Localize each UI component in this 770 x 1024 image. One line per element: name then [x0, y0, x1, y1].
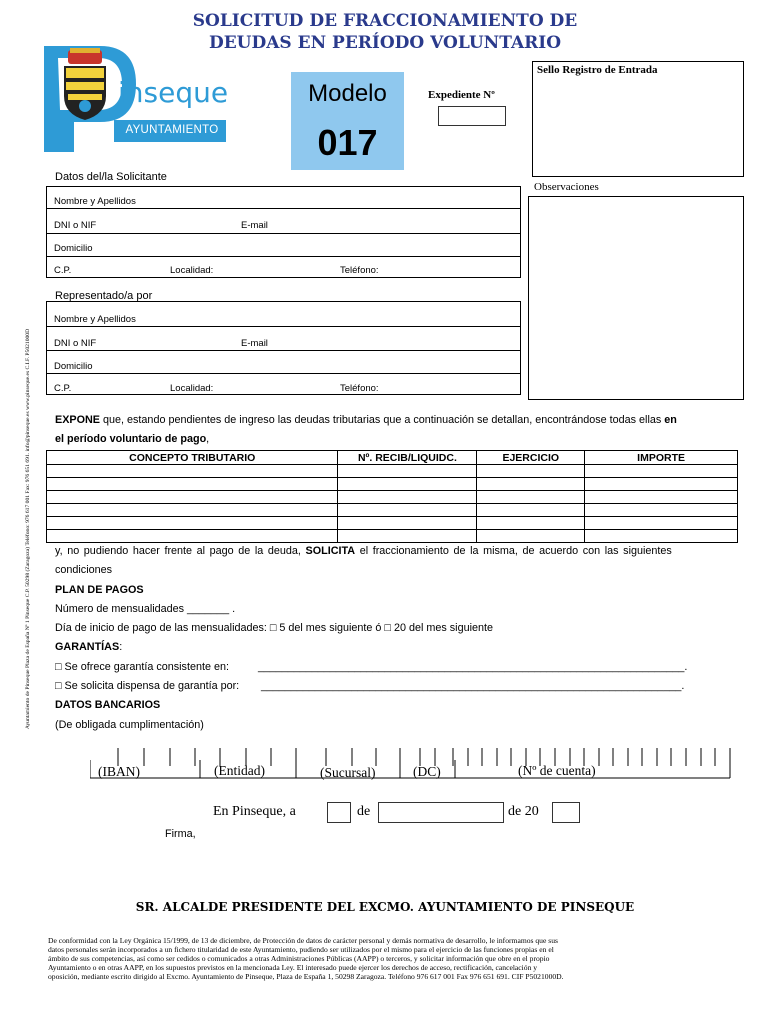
garantia-dispensa-line[interactable]: ______________________________________________________________________. — [261, 680, 685, 692]
column-header: Nº. RECIB/LIQUIDC. — [338, 451, 477, 465]
table-header-row — [47, 451, 738, 465]
solicitante-localidad-field[interactable]: Localidad: — [170, 265, 214, 276]
table-cell[interactable] — [585, 478, 738, 491]
mensualidades-field[interactable]: Número de mensualidades _______ . — [55, 603, 236, 615]
solicitante-nombre-field[interactable]: Nombre y Apellidos — [54, 196, 136, 207]
table-cell[interactable] — [47, 530, 338, 543]
table-cell[interactable] — [338, 491, 477, 504]
table-cell[interactable] — [585, 491, 738, 504]
table-cell[interactable] — [338, 517, 477, 530]
logo-ribbon: AYUNTAMIENTO — [125, 124, 219, 136]
table-cell[interactable] — [585, 504, 738, 517]
solicitante-domicilio-field[interactable]: Domicilio — [54, 243, 93, 254]
table-row — [47, 530, 738, 543]
table-cell[interactable] — [47, 491, 338, 504]
modelo-box — [291, 72, 404, 170]
expone-paragraph-line1: EXPONE que, estando pendientes de ingreso las deudas tributarias que a continuación se detallan, encontrándose todas ellas en — [55, 414, 677, 426]
side-contact-text: Ayuntamiento de Pinseque Plaza de España Nº 1 Pinseque C.P. 50298 (Zaragoza) Teléfono: 976 617 001 Fax: 976 651 691. info@pinseque.es www.pinseque.es C.I.F. P5021000D — [25, 328, 31, 730]
table-cell[interactable] — [585, 465, 738, 478]
column-header: IMPORTE — [585, 451, 738, 465]
sello-registro-label: Sello Registro de Entrada — [537, 64, 658, 76]
table-cell[interactable] — [477, 478, 585, 491]
representado-heading: Representado/a por — [55, 290, 153, 302]
dc-caption: (DC) — [413, 764, 441, 779]
table-cell[interactable] — [47, 504, 338, 517]
table-row — [47, 517, 738, 530]
garantia-ofrece-checkbox[interactable]: □ Se ofrece garantía consistente en: — [55, 661, 229, 673]
form-title-line1: SOLICITUD DE FRACCIONAMIENTO DE — [192, 11, 578, 31]
table-cell[interactable] — [585, 517, 738, 530]
fecha-mes-input[interactable] — [378, 802, 504, 823]
table-row — [47, 504, 738, 517]
representado-dni-field[interactable]: DNI o NIF — [54, 338, 97, 349]
representado-telefono-field[interactable]: Teléfono: — [340, 383, 379, 394]
plan-heading: PLAN DE PAGOS — [55, 584, 144, 596]
table-cell[interactable] — [47, 465, 338, 478]
legal-notice: De conformidad con la Ley Orgánica 15/1999, de 13 de diciembre, de Protección de datos de carácter personal y demás normativa de desarrollo, le informamos que sus datos personales serán incorporados a un fichero titularidad de este Ayuntamiento, pudiendo ser utilizados por el mismo para el ejercicio de las funciones propias en el ámbito de sus competencias, así como ser cedidos o comunicados a otras Administraciones Públicas (AAPP) o terceros, y solicitar información que obre en el propio Ayuntamiento o en otras AAPP, en los supuestos previstos en la mencionada Ley. El interesado puede ejercer los derechos de acceso, rectificación, cancelación y oposición, mediante escrito dirigido al Excmo. Ayuntamiento de Pinseque, Plaza de España 1, 50298 Zaragoza. Teléfono 976 617 001 Fax 976 651 691. CIF P5021000D. — [48, 936, 564, 981]
representado-email-field[interactable]: E-mail — [241, 338, 268, 349]
bancarios-heading: DATOS BANCARIOS — [55, 699, 161, 711]
fecha-anio-input[interactable] — [552, 802, 580, 823]
iban-caption: (IBAN) — [98, 764, 140, 779]
cuenta-caption: (Nº de cuenta) — [518, 763, 596, 778]
solicitante-email-field[interactable]: E-mail — [241, 220, 268, 231]
column-header: EJERCICIO — [477, 451, 585, 465]
table-cell[interactable] — [338, 478, 477, 491]
bancarios-note: (De obligada cumplimentación) — [55, 719, 204, 731]
logo-name: inseque — [118, 76, 229, 109]
fecha-label-en: En Pinseque, a — [213, 804, 296, 819]
sello-registro-box — [532, 61, 744, 177]
expone-paragraph-line2: el período voluntario de pago, — [55, 433, 210, 445]
sucursal-caption: (Sucursal) — [320, 765, 376, 780]
table-row — [47, 465, 738, 478]
representado-localidad-field[interactable]: Localidad: — [170, 383, 214, 394]
municipality-logo — [40, 44, 230, 156]
table-cell[interactable] — [47, 517, 338, 530]
table-cell[interactable] — [477, 530, 585, 543]
table-row — [47, 491, 738, 504]
fecha-label-de: de — [357, 804, 371, 819]
column-header: CONCEPTO TRIBUTARIO — [47, 451, 338, 465]
table-cell[interactable] — [338, 530, 477, 543]
garantia-dispensa-checkbox[interactable]: □ Se solicita dispensa de garantía por: — [55, 680, 240, 692]
modelo-number: 017 — [317, 122, 378, 163]
solicita-paragraph-line2: condiciones — [55, 564, 113, 576]
garantias-heading: GARANTÍAS: — [55, 641, 123, 653]
table-cell[interactable] — [477, 491, 585, 504]
table-cell[interactable] — [477, 517, 585, 530]
fecha-dia-input[interactable] — [327, 802, 351, 823]
observaciones-label: Observaciones — [534, 181, 599, 193]
entidad-caption: (Entidad) — [214, 763, 265, 778]
fecha-label-de20: de 20 — [508, 804, 539, 819]
debts-table — [46, 450, 738, 543]
observaciones-textarea[interactable] — [528, 196, 744, 400]
solicitante-dni-field[interactable]: DNI o NIF — [54, 220, 97, 231]
expediente-input[interactable] — [438, 106, 506, 126]
table-cell[interactable] — [477, 504, 585, 517]
form-title-line2: DEUDAS EN PERÍODO VOLUNTARIO — [208, 33, 562, 53]
expediente-label: Expediente Nº — [428, 89, 495, 101]
table-cell[interactable] — [338, 465, 477, 478]
inicio-pago-options[interactable]: Día de inicio de pago de las mensualidades: □ 5 del mes siguiente ó □ 20 del mes siguiente — [55, 622, 493, 634]
modelo-label: Modelo — [308, 80, 387, 107]
table-cell[interactable] — [477, 465, 585, 478]
solicita-paragraph-line1: y, no pudiendo hacer frente al pago de la deuda, SOLICITA el fraccionamiento de la misma, de acuerdo con las siguientes — [55, 545, 672, 557]
coat-of-arms-icon — [64, 48, 106, 120]
table-cell[interactable] — [338, 504, 477, 517]
representado-nombre-field[interactable]: Nombre y Apellidos — [54, 314, 136, 325]
representado-domicilio-field[interactable]: Domicilio — [54, 361, 93, 372]
table-cell[interactable] — [585, 530, 738, 543]
firma-label: Firma, — [165, 828, 196, 840]
solicitante-heading: Datos del/la Solicitante — [55, 171, 167, 183]
representado-cp-field[interactable]: C.P. — [54, 383, 72, 394]
table-row — [47, 478, 738, 491]
solicitante-cp-field[interactable]: C.P. — [54, 265, 72, 276]
destinatario: SR. ALCALDE PRESIDENTE DEL EXCMO. AYUNTAMIENTO DE PINSEQUE — [135, 900, 635, 914]
garantia-ofrece-line[interactable]: _______________________________________________________________________. — [258, 661, 688, 673]
table-cell[interactable] — [47, 478, 338, 491]
solicitante-telefono-field[interactable]: Teléfono: — [340, 265, 379, 276]
